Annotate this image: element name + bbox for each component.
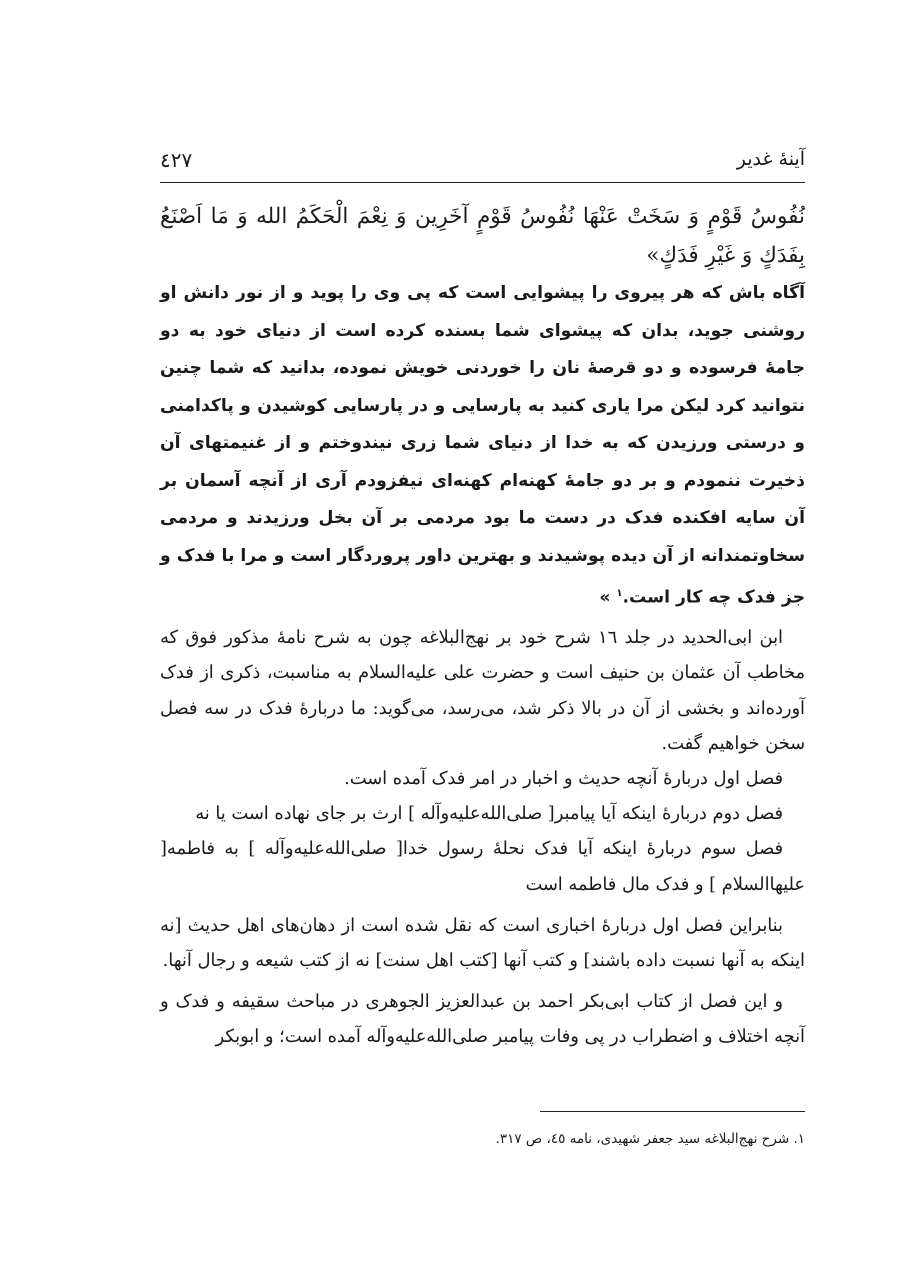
footnote: ۱. شرح نهج‌البلاغه سید جعفر شهیدی، نامه ٤٥، ص ٣١٧. bbox=[495, 1131, 805, 1147]
footnote-rule bbox=[540, 1111, 805, 1112]
paragraph: و این فصل از کتاب ابی‌بکر احمد بن عبدالعزیز الجوهری در مباحث سقیفه و فدک و آنچه اختلاف و اضطراب در پی وفات پیامبر صلی‌الله‌علیه‌وآله آمده است؛ و ابوبکر bbox=[160, 991, 805, 1048]
translation-quote bbox=[160, 275, 805, 617]
quote-text: آگاه باش که هر پیروی را پیشوایی است که پی وی را پوید و از نور دانش او روشنی جوید، بدان که پیشوای شما بسنده کرده است از دنیای خود به دو جامهٔ فرسوده و دو قرصهٔ نان را خوردنی خویش نموده، بدانید که شما چنین نتوانید کرد لیکن مرا یاری کنید به پارسایی و در پارسایی کوشیدن و پاکدامنی و درستی ورزیدن که به خدا از دنیای شما زری نیندوختم و از غنیمتهای آن ذخیرت ننمودم و بر دو جامهٔ کهنه‌ام کهنه‌ای نیفزودم آری از آنچه آسمان بر آن سایه افکنده فدک در دست ما بود مردمی بر آن بخل ورزیدند و مردمی سخاوتمندانه از آن دیده پوشیدند و بهترین داور پروردگار است و مرا با فدک و جز فدک چه کار است. bbox=[160, 283, 805, 608]
page-number: ٤٢٧ bbox=[160, 148, 193, 172]
footnote-ref[interactable]: ۱ bbox=[616, 588, 623, 599]
paragraph: بنابراین فصل اول دربارهٔ اخباری است که نقل شده است از دهان‌های اهل حدیث [نه اینکه به آنها نسبت داده باشند] و کتب آنها [کتب اهل سنت] نه از کتب شیعه و رجال آنها. bbox=[160, 914, 805, 972]
running-title: آینهٔ غدیر bbox=[736, 148, 805, 170]
arabic-verse: نُفُوسُ قَوْمٍ وَ سَخَتْ عَنْهَا نُفُوسُ قَوْمٍ آخَرِين وَ نِعْمَ الْحَكَمُ الله وَ مَا اَصْنَعُ بِفَدَكٍ وَ غَيْرِ فَدَكٍ» bbox=[160, 204, 805, 268]
paragraph: فصل سوم دربارهٔ اینکه آیا فدک نحلهٔ رسول خدا[ صلی‌الله‌علیه‌وآله ] به فاطمه[ علیهاالسلام ] و فدک مال فاطمه است bbox=[160, 838, 805, 895]
page-body bbox=[160, 197, 805, 1055]
paragraph: ابن ابی‌الحدید در جلد ١٦ شرح خود بر نهج‌البلاغه چون به شرح نامهٔ مذکور فوق که مخاطب آن عثمان بن حنیف است و حضرت علی علیه‌السلام به مناسبت، ذکری از فدک آورده‌اند و بخشی از آن در بالا ذکر شد، می‌رسد، می‌گوید: ما دربارهٔ فدک در سه فصل سخن خواهیم گفت. bbox=[160, 627, 805, 754]
paragraph: فصل اول دربارهٔ آنچه حدیث و اخبار در امر فدک آمده است. bbox=[344, 768, 783, 790]
quote-close-mark: » bbox=[599, 587, 611, 608]
page-header bbox=[160, 148, 805, 178]
paragraph: فصل دوم دربارهٔ اینکه آیا پیامبر[ صلی‌الله‌علیه‌وآله ] ارث بر جای نهاده است یا نه bbox=[195, 803, 783, 825]
header-rule bbox=[160, 182, 805, 183]
